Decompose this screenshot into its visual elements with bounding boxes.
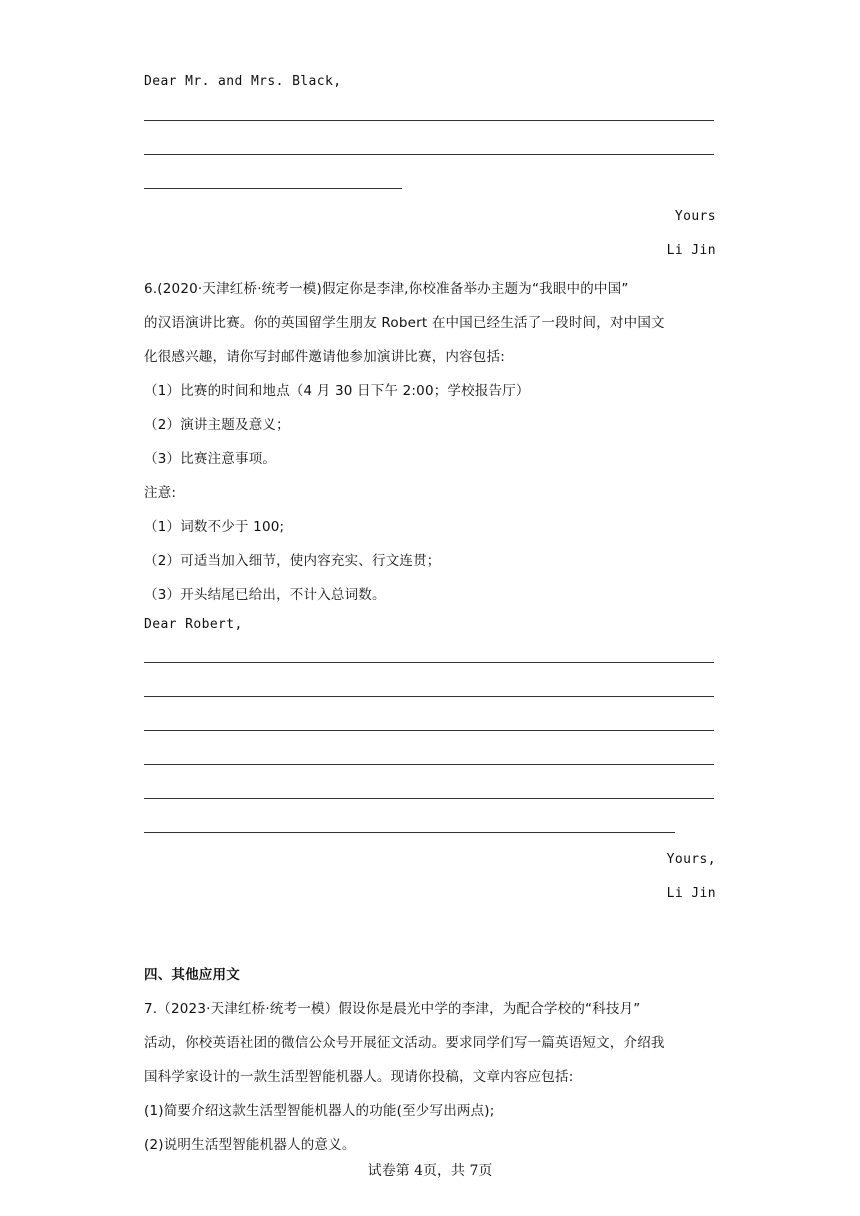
q7-prompt-line: 国科学家设计的一款生活型智能机器人。现请你投稿，文章内容应包括: xyxy=(144,1069,574,1085)
answer-line xyxy=(144,696,714,697)
q7-item: (1)简要介绍这款生活型智能机器人的功能(至少写出两点); xyxy=(144,1103,495,1119)
answer-line xyxy=(144,730,714,731)
closing-yours: Yours, xyxy=(666,852,716,867)
q6-prompt-line: 的汉语演讲比赛。你的英国留学生朋友 Robert 在中国已经生活了一段时间，对中国文 xyxy=(144,315,665,331)
q6-prompt-line: 化很感兴趣，请你写封邮件邀请他参加演讲比赛，内容包括: xyxy=(144,349,505,365)
section-heading: 四、其他应用文 xyxy=(144,967,240,983)
answer-line xyxy=(144,188,402,189)
answer-line xyxy=(144,764,714,765)
q6-item: （1）比赛的时间和地点（4 月 30 日下午 2:00；学校报告厅） xyxy=(144,383,530,399)
q6-prompt-line: 6.(2020·天津红桥·统考一模)假定你是李津,你校准备举办主题为“我眼中的中国” xyxy=(144,281,629,297)
answer-line xyxy=(144,120,714,121)
signature-li-jin: Li Jin xyxy=(666,243,716,258)
answer-line xyxy=(144,798,714,799)
answer-line xyxy=(144,662,714,663)
salutation-robert: Dear Robert, xyxy=(144,617,243,632)
q6-item: （3）比赛注意事项。 xyxy=(144,451,277,467)
q6-item: （2）演讲主题及意义； xyxy=(144,417,290,433)
closing-yours: Yours xyxy=(674,209,716,224)
q7-prompt-line: 7.（2023·天津红桥·统考一模）假设你是晨光中学的李津，为配合学校的“科技月” xyxy=(144,1001,641,1017)
q6-note-label: 注意: xyxy=(144,485,177,501)
page-footer: 试卷第 4页，共 7页 xyxy=(367,1163,493,1179)
q6-note: （1）词数不少于 100; xyxy=(144,519,285,535)
answer-line xyxy=(144,154,714,155)
q6-note: （3）开头结尾已给出，不计入总词数。 xyxy=(144,587,386,603)
salutation-black: Dear Mr. and Mrs. Black, xyxy=(144,74,342,89)
q7-item: (2)说明生活型智能机器人的意义。 xyxy=(144,1137,356,1153)
signature-li-jin: Li Jin xyxy=(666,886,716,901)
q7-prompt-line: 活动，你校英语社团的微信公众号开展征文活动。要求同学们写一篇英语短文，介绍我 xyxy=(144,1035,665,1051)
answer-line xyxy=(144,832,675,833)
q6-note: （2）可适当加入细节，使内容充实、行文连贯； xyxy=(144,553,441,569)
